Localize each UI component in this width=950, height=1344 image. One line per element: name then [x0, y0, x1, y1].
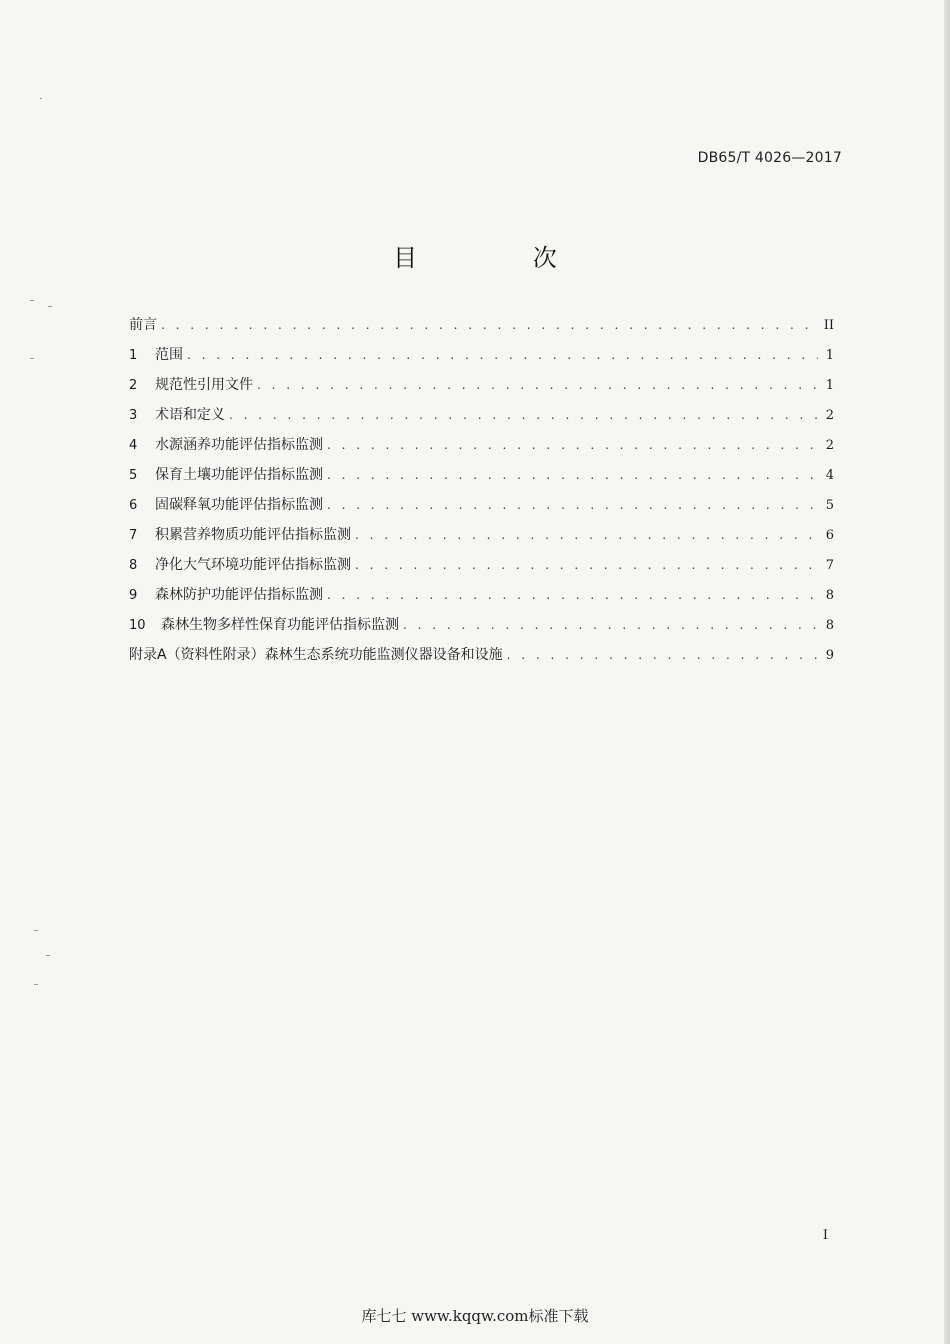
toc-entry-title: 净化大气环境功能评估指标监测 [155, 557, 351, 573]
toc-dot-leader [355, 524, 818, 546]
toc-entry-title: 规范性引用文件 [155, 377, 253, 393]
toc-entry-title: 附录A（资料性附录）森林生态系统功能监测仪器设备和设施 [129, 647, 503, 663]
page-edge-shadow [944, 0, 950, 1344]
toc-entry-page: 8 [825, 588, 834, 603]
toc-entry-page: 8 [825, 618, 834, 633]
toc-entry-number: 6 [129, 498, 138, 513]
toc-dot-leader [229, 404, 818, 426]
toc-entry-number: 1 [129, 348, 138, 363]
toc-entry[interactable] [129, 344, 834, 374]
toc-entry-title: 前言 [129, 317, 157, 333]
toc-dot-leader [187, 344, 818, 366]
scan-speck [34, 984, 38, 985]
toc-dot-leader [161, 314, 818, 336]
toc-entry-page: 1 [825, 348, 834, 363]
toc-entry-page: 4 [825, 468, 834, 483]
toc-entry[interactable] [129, 524, 834, 554]
toc-dot-leader [327, 494, 818, 516]
toc-entry[interactable] [129, 494, 834, 524]
toc-entry-number: 9 [129, 588, 138, 603]
toc-entry-page: 2 [825, 438, 834, 453]
toc-entry-number: 4 [129, 438, 138, 453]
scan-speck [30, 358, 34, 359]
toc-entry-title: 森林生物多样性保育功能评估指标监测 [161, 617, 399, 633]
toc-entry[interactable] [129, 554, 834, 584]
scan-speck [30, 300, 34, 301]
toc-entry[interactable] [129, 644, 834, 674]
toc-entry-number: 3 [129, 408, 138, 423]
page-number: I [822, 1228, 828, 1243]
toc-dot-leader [327, 464, 818, 486]
toc-entry-number: 8 [129, 558, 138, 573]
footer-watermark: 库七七 www.kqqw.com标准下载 [361, 1307, 589, 1325]
toc-entry-title: 水源涵养功能评估指标监测 [155, 437, 323, 453]
toc-entry-title: 固碳释氧功能评估指标监测 [155, 497, 323, 513]
toc-entry-number: 2 [129, 378, 138, 393]
toc-entry[interactable] [129, 614, 834, 644]
toc-list [129, 314, 834, 674]
toc-dot-leader [257, 374, 818, 396]
scan-speck [34, 930, 38, 931]
toc-dot-leader [507, 644, 818, 666]
toc-entry-page: 9 [825, 648, 834, 663]
toc-entry-page: 6 [825, 528, 834, 543]
scan-speck [46, 955, 50, 956]
toc-dot-leader [327, 584, 818, 606]
toc-entry-page: 1 [825, 378, 834, 393]
toc-entry-title: 保育土壤功能评估指标监测 [155, 467, 323, 483]
toc-dot-leader [403, 614, 818, 636]
toc-entry-number: 5 [129, 468, 138, 483]
toc-entry-page: II [823, 318, 834, 333]
toc-entry[interactable] [129, 584, 834, 614]
toc-entry[interactable] [129, 374, 834, 404]
toc-entry-title: 范围 [155, 347, 183, 363]
toc-entry-number: 7 [129, 528, 138, 543]
toc-entry[interactable] [129, 434, 834, 464]
toc-entry-title: 森林防护功能评估指标监测 [155, 587, 323, 603]
toc-title: 目 次 [393, 244, 611, 272]
toc-entry-title: 术语和定义 [155, 407, 225, 423]
toc-entry-page: 2 [825, 408, 834, 423]
toc-dot-leader [355, 554, 818, 576]
toc-entry-page: 7 [825, 558, 834, 573]
toc-dot-leader [327, 434, 818, 456]
scan-speck [48, 306, 52, 307]
toc-entry-number: 10 [129, 618, 146, 633]
toc-entry[interactable] [129, 404, 834, 434]
scan-speck [40, 98, 42, 99]
standard-code: DB65/T 4026—2017 [697, 150, 842, 166]
toc-entry-page: 5 [825, 498, 834, 513]
toc-entry-title: 积累营养物质功能评估指标监测 [155, 527, 351, 543]
toc-entry[interactable] [129, 314, 834, 344]
toc-entry[interactable] [129, 464, 834, 494]
